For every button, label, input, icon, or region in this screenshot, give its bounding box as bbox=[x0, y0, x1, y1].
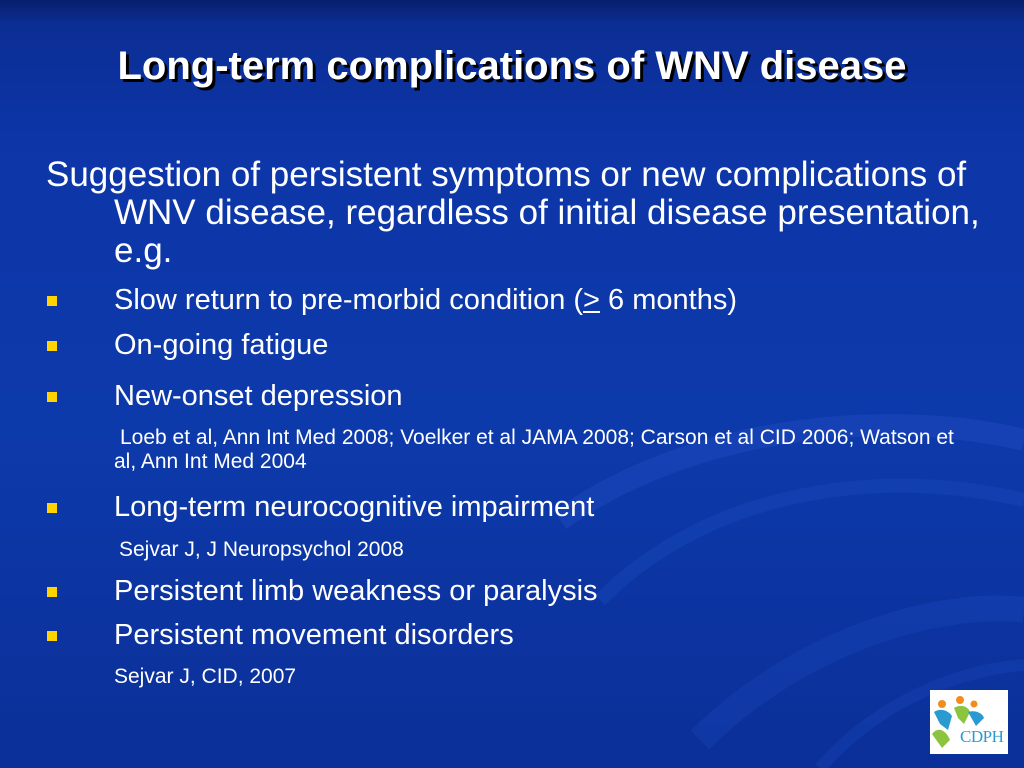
square-bullet-icon bbox=[47, 296, 57, 306]
square-bullet-icon bbox=[47, 587, 57, 597]
bullet-text: Persistent movement disorders bbox=[114, 619, 514, 651]
bullet-text-part: 6 months) bbox=[599, 284, 737, 316]
intro-paragraph: Suggestion of persistent symptoms or new complications of WNV disease, regardless of initial disease presentation, e.g. bbox=[46, 155, 980, 270]
greater-or-equal-symbol: > bbox=[583, 284, 600, 316]
bullet-text: Persistent limb weakness or paralysis bbox=[114, 575, 598, 607]
bullet-text: On-going fatigue bbox=[114, 329, 329, 361]
bullet-item-neurocognitive bbox=[0, 489, 1024, 529]
citation-depression: Loeb et al, Ann Int Med 2008; Voelker et al JAMA 2008; Carson et al CID 2006; Watson et al, Ann Int Med 2004 bbox=[114, 426, 954, 473]
square-bullet-icon bbox=[47, 631, 57, 641]
square-bullet-icon bbox=[47, 392, 57, 402]
top-band bbox=[0, 0, 1024, 22]
logo-text: CDPH bbox=[960, 727, 1004, 746]
bullet-item-fatigue bbox=[0, 327, 1024, 367]
cdph-logo bbox=[930, 690, 1008, 754]
square-bullet-icon bbox=[47, 503, 57, 513]
bullet-item-slow-return bbox=[0, 282, 1024, 322]
bullet-text: Long-term neurocognitive impairment bbox=[114, 491, 595, 523]
square-bullet-icon bbox=[47, 341, 57, 351]
bullet-text: New-onset depression bbox=[114, 380, 403, 412]
citation-neurocognitive: Sejvar J, J Neuropsychol 2008 bbox=[119, 538, 404, 561]
bullet-item-limb-weakness bbox=[0, 573, 1024, 613]
bullet-item-movement bbox=[0, 617, 1024, 657]
bullet-text-part: Slow return to pre-morbid condition ( bbox=[114, 284, 584, 316]
bullet-item-depression bbox=[0, 378, 1024, 418]
slide-title: Long-term complications of WNV disease bbox=[117, 44, 907, 88]
citation-movement: Sejvar J, CID, 2007 bbox=[114, 665, 297, 688]
bullet-text bbox=[114, 282, 737, 318]
